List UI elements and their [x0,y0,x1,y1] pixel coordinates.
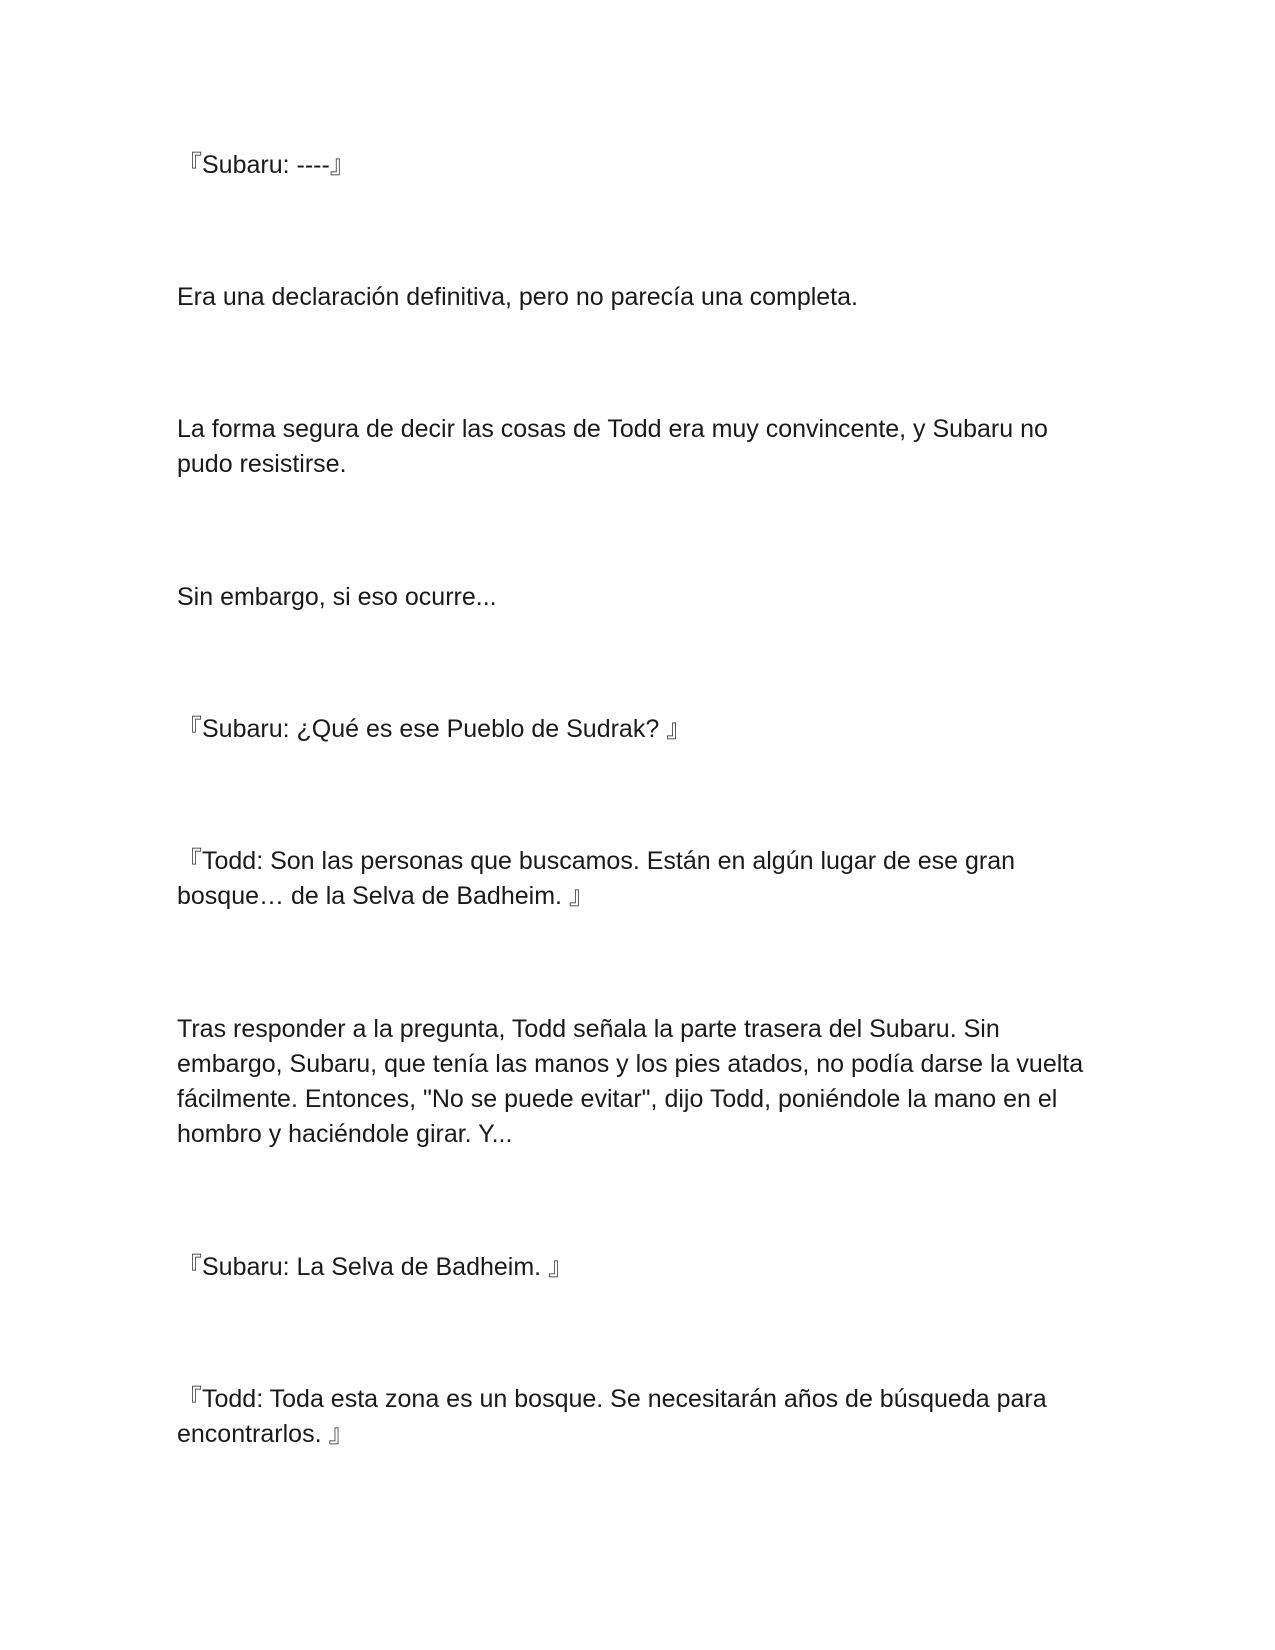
dialogue-subaru-3: 『Subaru: La Selva de Badheim. 』 [177,1253,574,1281]
dialogue-todd-2: 『Todd: Toda esta zona es un bosque. Se necesitarán años de búsqueda para encontrarlos. 』 [177,1385,1047,1448]
narration-paragraph-4: Tras responder a la pregunta, Todd señala la parte trasera del Subaru. Sin embargo, Subaru, que tenía las manos y los pies atados, no podía darse la vuelta fácilmente. Entonces, "No se puede evitar", dijo Todd, poniéndole la mano en el hombro y haciéndole girar. Y... [177,1015,1084,1148]
dialogue-subaru-2: 『Subaru: ¿Qué es ese Pueblo de Sudrak? 』 [177,715,692,743]
narration-paragraph-2: La forma segura de decir las cosas de Todd era muy convincente, y Subaru no pudo resistirse. [177,415,1048,478]
dialogue-subaru-1: 『Subaru: ----』 [177,151,355,179]
narration-paragraph-1: Era una declaración definitiva, pero no parecía una completa. [177,283,858,311]
dialogue-todd-1: 『Todd: Son las personas que buscamos. Están en algún lugar de ese gran bosque… de la Selva de Badheim. 』 [177,847,1016,910]
narration-paragraph-3: Sin embargo, si eso ocurre... [177,583,497,611]
